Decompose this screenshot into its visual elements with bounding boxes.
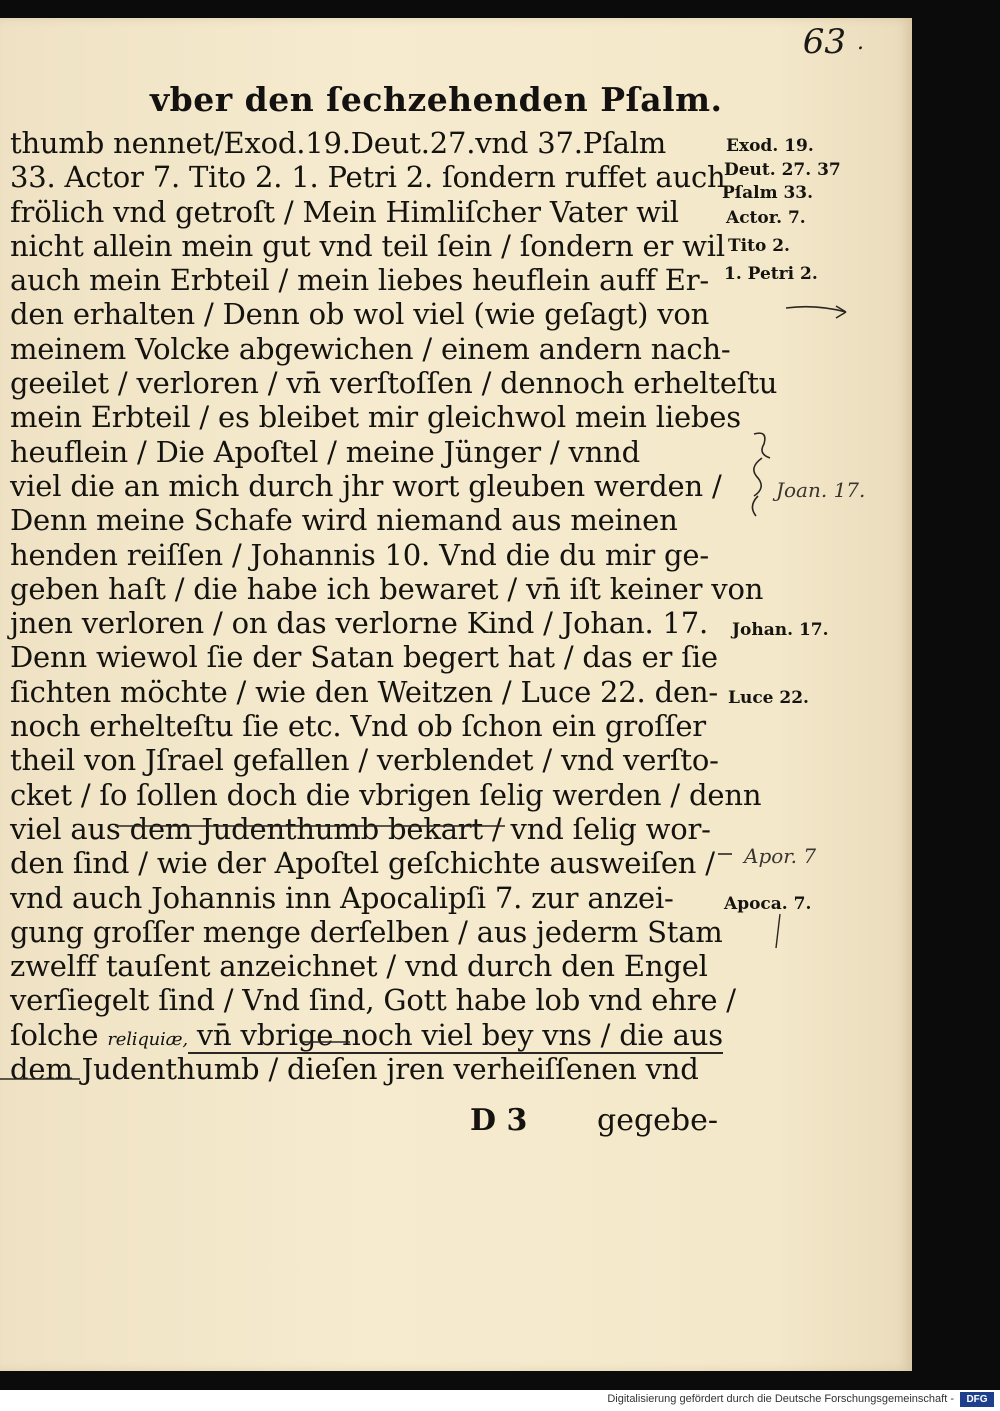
dfg-logo: DFG <box>960 1392 994 1407</box>
margin-note: Johan. 17. <box>732 620 829 640</box>
text-line: mein Erbteil / es bleibet mir gleichwol mein liebes <box>10 400 741 435</box>
text-line: frölich vnd getroſt / Mein Himliſcher Vater wil <box>10 194 679 229</box>
text-line: nicht allein mein gut vnd teil ſein / ſondern er wil <box>10 228 725 263</box>
footer-bar <box>0 1390 1000 1411</box>
text-line: auch mein Erbteil / mein liebes heuflein auff Er- <box>10 263 710 298</box>
folio-number: 63 . <box>802 22 864 62</box>
margin-note: Exod. 19. <box>726 136 814 156</box>
text-line: theil von Jſrael gefallen / verblendet / vnd verſto- <box>10 743 719 778</box>
running-head: vber den ſechzehenden Pſalm. <box>150 80 723 119</box>
text-line: viel die an mich durch jhr wort gleuben werden / <box>10 468 722 503</box>
text-line: den ſind / wie der Apoſtel geſchichte ausweiſen / <box>10 846 715 881</box>
text-line: ſichten möchte / wie den Weitzen / Luce 22. den- <box>10 674 718 709</box>
text-line: henden reiſſen / Johannis 10. Vnd die du mir ge- <box>10 537 709 572</box>
signature-mark: D 3 <box>470 1103 528 1138</box>
text-line: Denn wiewol ſie der Satan begert hat / das er ſie <box>10 640 718 675</box>
text-line: meinem Volcke abgewichen / einem andern nach- <box>10 331 731 366</box>
margin-note: Apoca. 7. <box>724 894 812 914</box>
text-fragment: ſolche <box>10 1017 108 1052</box>
margin-note: Actor. 7. <box>726 208 806 228</box>
footer-credit: Digitalisierung gefördert durch die Deutsche Forschungsgemeinschaft - <box>607 1393 954 1405</box>
text-line-with-small-type <box>10 1017 723 1052</box>
margin-note: Tito 2. <box>728 236 790 256</box>
text-line: Denn meine Schafe wird niemand aus meinen <box>10 503 678 538</box>
text-line: jnen verloren / on das verlorne Kind / Johan. 17. <box>10 606 709 641</box>
text-line: noch erhelteſtu ſie etc. Vnd ob ſchon ein groſſer <box>10 709 706 744</box>
book-page <box>0 18 912 1371</box>
text-line: 33. Actor 7. Tito 2. 1. Petri 2. ſondern ruffet auch <box>10 160 726 195</box>
margin-note: Pſalm 33. <box>722 183 814 203</box>
text-line-underlined: cket / ſo ſollen doch die vbrigen ſelig werden / denn <box>10 777 762 812</box>
text-line: zwelff tauſent anzeichnet / vnd durch den Engel <box>10 949 708 984</box>
text-line: viel aus dem Judenthumb bekart / vnd ſelig wor- <box>10 811 711 846</box>
handwritten-note: Apor. 7 <box>744 844 817 868</box>
margin-note: Deut. 27. 37 <box>724 160 841 180</box>
text-line: den erhalten / Denn ob wol viel (wie geſagt) von <box>10 297 710 332</box>
signature-line <box>470 1103 730 1138</box>
handwritten-note: Joan. 17. <box>776 478 866 502</box>
text-line: dem Judenthumb / dieſen jren verheiſſenen vnd <box>10 1052 699 1087</box>
underlined-fragment: vn̄ vbrige noch viel bey vns / die aus <box>187 1017 723 1052</box>
catchword: gegebe- <box>597 1103 719 1138</box>
pen-marks <box>718 136 888 956</box>
text-line: thumb nennet/Exod.19.Deut.27.vnd 37.Pſalm <box>10 126 667 160</box>
text-line: heuflein / Die Apoſtel / meine Jünger / vnnd <box>10 434 641 469</box>
text-line: geben haſt / die habe ich bewaret / vn̄ iſt keiner von <box>10 571 764 606</box>
margin-note: Luce 22. <box>728 688 809 708</box>
text-line: vnd auch Johannis inn Apocalipſi 7. zur anzei- <box>10 880 674 915</box>
text-line: verſiegelt ſind / Vnd ſind, Gott habe lob vnd ehre / <box>10 983 736 1018</box>
small-type-word: reliquiæ, <box>107 1028 188 1050</box>
margin-note: 1. Petri 2. <box>724 264 818 284</box>
text-line: gung groſſer menge derſelben / aus jederm Stam <box>10 914 723 949</box>
text-line: geeilet / verloren / vn̄ verſtoſſen / dennoch erhelteſtu <box>10 366 778 401</box>
